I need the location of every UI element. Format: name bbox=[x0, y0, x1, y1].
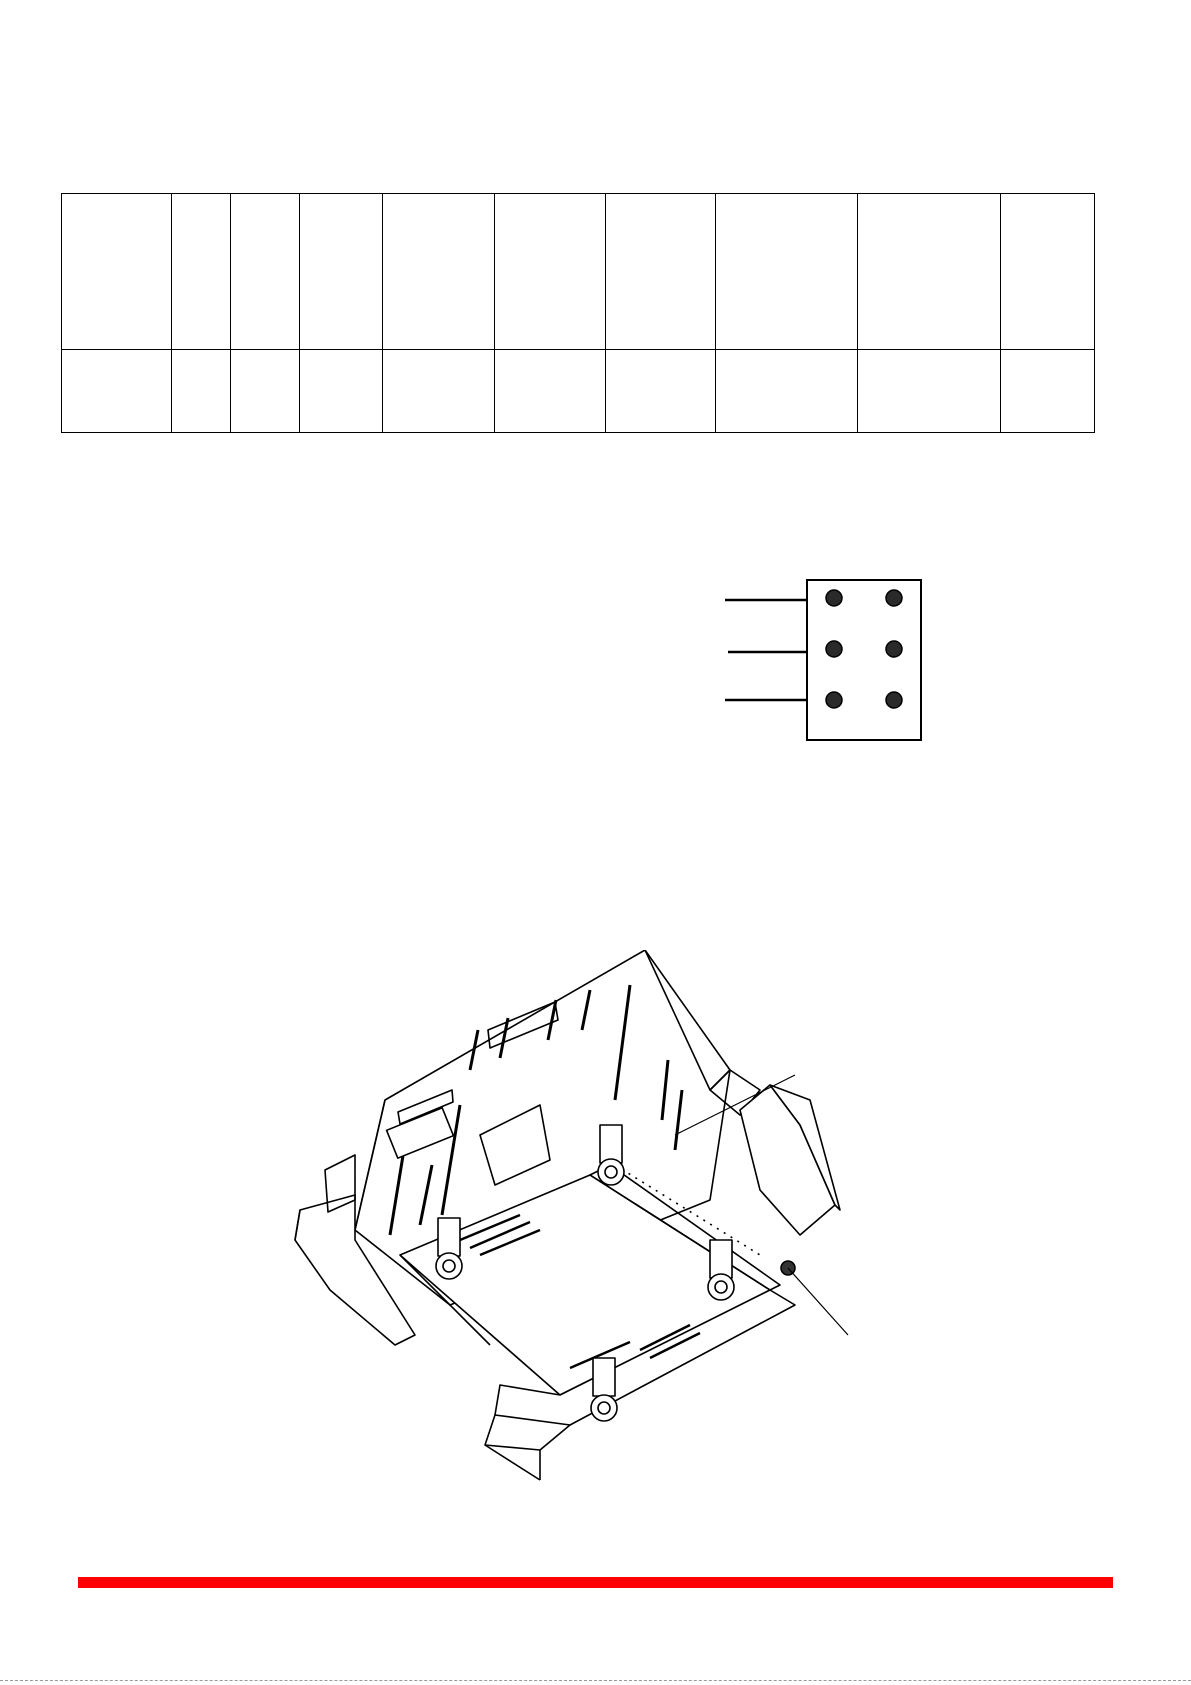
table-cell bbox=[231, 194, 300, 350]
connector-pin bbox=[886, 590, 902, 606]
connector-pin bbox=[826, 692, 842, 708]
table-cell bbox=[606, 350, 716, 433]
table-row bbox=[62, 194, 1095, 350]
connector-pin bbox=[826, 590, 842, 606]
table-cell bbox=[716, 194, 858, 350]
connector-pin bbox=[826, 641, 842, 657]
page-edge-divider bbox=[0, 1680, 1191, 1681]
table-cell bbox=[172, 350, 231, 433]
table-cell bbox=[716, 350, 858, 433]
unit-isometric-drawing bbox=[290, 950, 910, 1525]
table-cell bbox=[62, 350, 172, 433]
table-cell bbox=[495, 194, 606, 350]
table-cell bbox=[606, 194, 716, 350]
table-cell bbox=[172, 194, 231, 350]
table-cell bbox=[1001, 350, 1095, 433]
footer-accent-bar bbox=[78, 1577, 1113, 1588]
connector-pin bbox=[886, 692, 902, 708]
table-cell bbox=[858, 194, 1001, 350]
table-cell bbox=[300, 350, 383, 433]
table-cell bbox=[383, 194, 495, 350]
table-cell bbox=[858, 350, 1001, 433]
connector-housing bbox=[807, 580, 921, 740]
table-cell bbox=[62, 194, 172, 350]
spec-table bbox=[61, 193, 1095, 433]
connector-diagram bbox=[722, 576, 934, 742]
table-cell bbox=[383, 350, 495, 433]
table-cell bbox=[231, 350, 300, 433]
table-cell bbox=[1001, 194, 1095, 350]
connector-pin bbox=[886, 641, 902, 657]
table-cell bbox=[300, 194, 383, 350]
table-cell bbox=[495, 350, 606, 433]
table-row bbox=[62, 350, 1095, 433]
right-tray bbox=[740, 1085, 840, 1235]
leader-line bbox=[788, 1268, 848, 1335]
